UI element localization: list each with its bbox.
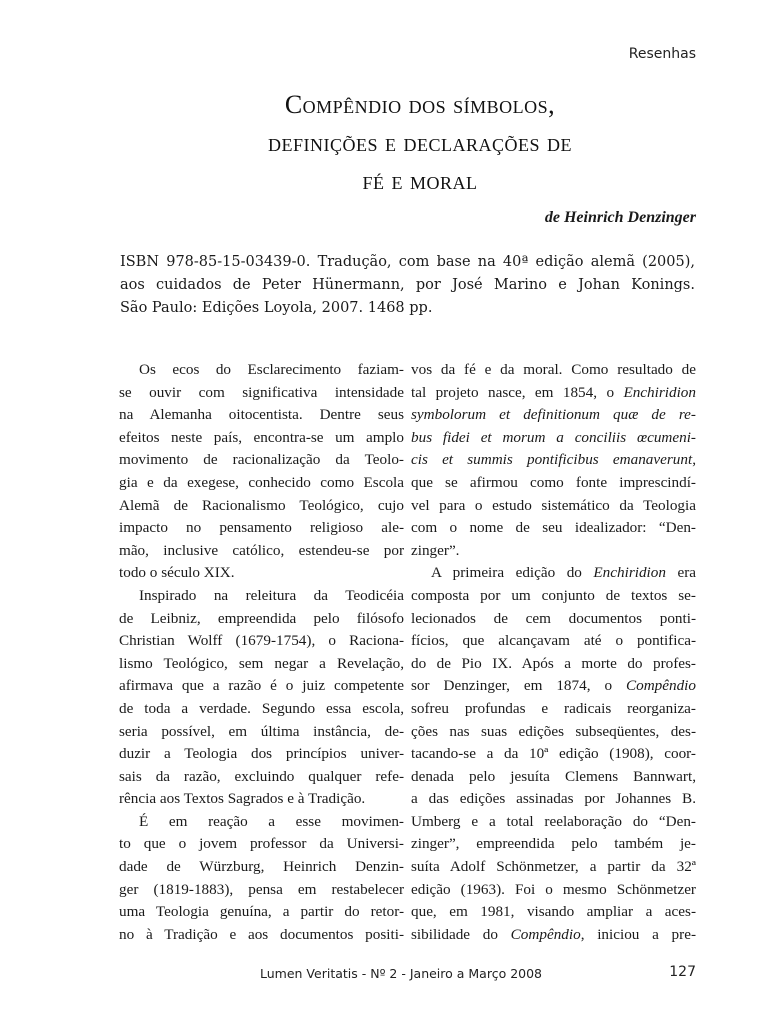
title-line: definições e declarações de <box>267 128 572 157</box>
reference-line: aos cuidados de Peter Hünermann, por José Marino e Johan Konings. <box>120 277 695 293</box>
text-line: de Leibniz, empreendida pelo filósofo <box>119 609 404 627</box>
text-line: composta por um conjunto de textos se- <box>411 586 696 604</box>
text-line: seria possível, em última instância, de- <box>119 722 404 740</box>
text-line: afirmava que a razão é o juiz competente <box>119 677 404 695</box>
text-line: fícios, que alcançavam até o pontifica- <box>411 632 696 650</box>
text-line: sor Denzinger, em 1874, o Compêndio <box>411 677 696 695</box>
reference-line: ISBN 978-85-15-03439-0. Tradução, com base na 40ª edição alemã (2005), <box>120 254 695 270</box>
text-line: sofreu profundas e radicais reorganiza- <box>411 699 696 717</box>
text-line: ções nas suas edições subseqüentes, des- <box>411 722 696 740</box>
title-line: fé e moral <box>362 166 478 195</box>
text-line: gia e da exegese, conhecido como Escola <box>119 473 404 491</box>
title-line: Compêndio dos símbolos, <box>284 90 556 119</box>
text-line: suíta Adolf Schönmetzer, a partir da 32ª <box>411 858 696 876</box>
text-line: sais da razão, excluindo qualquer refe- <box>119 767 404 785</box>
text-line: cis et summis pontificibus emanaverunt, <box>411 451 696 469</box>
text-line: mão, inclusive católico, estendeu-se por <box>119 541 404 559</box>
section-label: Resenhas <box>628 46 696 62</box>
text-line: tacando-se a da 10ª edição (1908), coor- <box>411 745 696 763</box>
text-line: bus fidei et morum a conciliis œcumeni- <box>411 428 696 446</box>
text-line: impacto no pensamento religioso ale- <box>119 519 404 537</box>
text-line: Alemã de Racionalismo Teológico, cujo <box>119 496 404 514</box>
text-line: na Alemanha oitocentista. Dentre seus <box>119 406 404 424</box>
text-line: denada pelo jesuíta Clemens Bannwart, <box>411 767 696 785</box>
text-line: lecionados de cem documentos ponti- <box>411 609 696 627</box>
text-line: uma Teologia genuína, a partir do retor- <box>119 903 404 921</box>
text-line: movimento de racionalização da Teolo- <box>119 451 404 469</box>
text-line: do de Pio IX. Após a morte do profes- <box>411 654 696 672</box>
text-line: dade de Würzburg, Heinrich Denzin- <box>119 858 404 876</box>
text-line: Christian Wolff (1679-1754), o Raciona- <box>119 632 404 650</box>
text-line: Os ecos do Esclarecimento faziam- <box>139 361 404 378</box>
text-line: É em reação a esse movimen- <box>139 812 404 830</box>
author-byline: de Heinrich Denzinger <box>544 209 696 226</box>
text-line: A primeira edição do Enchiridion era <box>431 564 696 582</box>
bibliographic-reference <box>120 251 695 320</box>
text-line: sibilidade do Compêndio, iniciou a pre- <box>411 925 696 943</box>
page-number: 127 <box>669 964 696 980</box>
text-line: rência aos Textos Sagrados e à Tradição. <box>119 790 366 808</box>
text-line: com o nome de seu idealizador: “Den- <box>411 519 696 537</box>
text-line: que se afirmou como fonte imprescindí- <box>411 473 696 491</box>
reference-line: São Paulo: Edições Loyola, 2007. 1468 pp. <box>120 300 433 316</box>
text-line: duzir a Teologia dos princípios univer- <box>119 745 404 763</box>
text-line: que, em 1981, visando ampliar a aces- <box>411 903 696 921</box>
text-line: efeitos neste país, encontra-se um amplo <box>119 428 404 446</box>
text-line: se ouvir com significativa intensidade <box>119 383 404 401</box>
text-line: zinger”, empreendida pelo também je- <box>411 835 696 853</box>
text-line: ger (1819-1883), pensa em restabelecer <box>119 880 404 898</box>
article-title <box>120 86 720 200</box>
text-line: vel para o estudo sistemático da Teologia <box>411 496 696 514</box>
text-line: a das edições assinadas por Johannes B. <box>411 790 696 808</box>
left-text-column <box>119 359 404 946</box>
text-line: vos da fé e da moral. Como resultado de <box>411 361 696 378</box>
text-line: Inspirado na releitura da Teodicéia <box>139 586 404 604</box>
text-line: de toda a verdade. Segundo essa escola, <box>119 699 404 717</box>
journal-footer: Lumen Veritatis - Nº 2 - Janeiro a Março 2008 <box>260 966 543 981</box>
text-line: to que o jovem professor da Universi- <box>119 835 404 853</box>
text-line: tal projeto nasce, em 1854, o Enchiridion <box>411 383 696 401</box>
right-text-column <box>411 359 696 946</box>
text-line: todo o século XIX. <box>119 564 235 582</box>
text-line: no à Tradição e aos documentos positi- <box>119 925 404 943</box>
text-line: lismo Teológico, sem negar a Revelação, <box>119 654 404 672</box>
text-line: Umberg e a total reelaboração do “Den- <box>411 812 696 830</box>
text-line: zinger”. <box>411 541 460 559</box>
text-line: symbolorum et definitionum quæ de re- <box>411 406 696 424</box>
text-line: edição (1963). Foi o mesmo Schönmetzer <box>411 880 696 898</box>
